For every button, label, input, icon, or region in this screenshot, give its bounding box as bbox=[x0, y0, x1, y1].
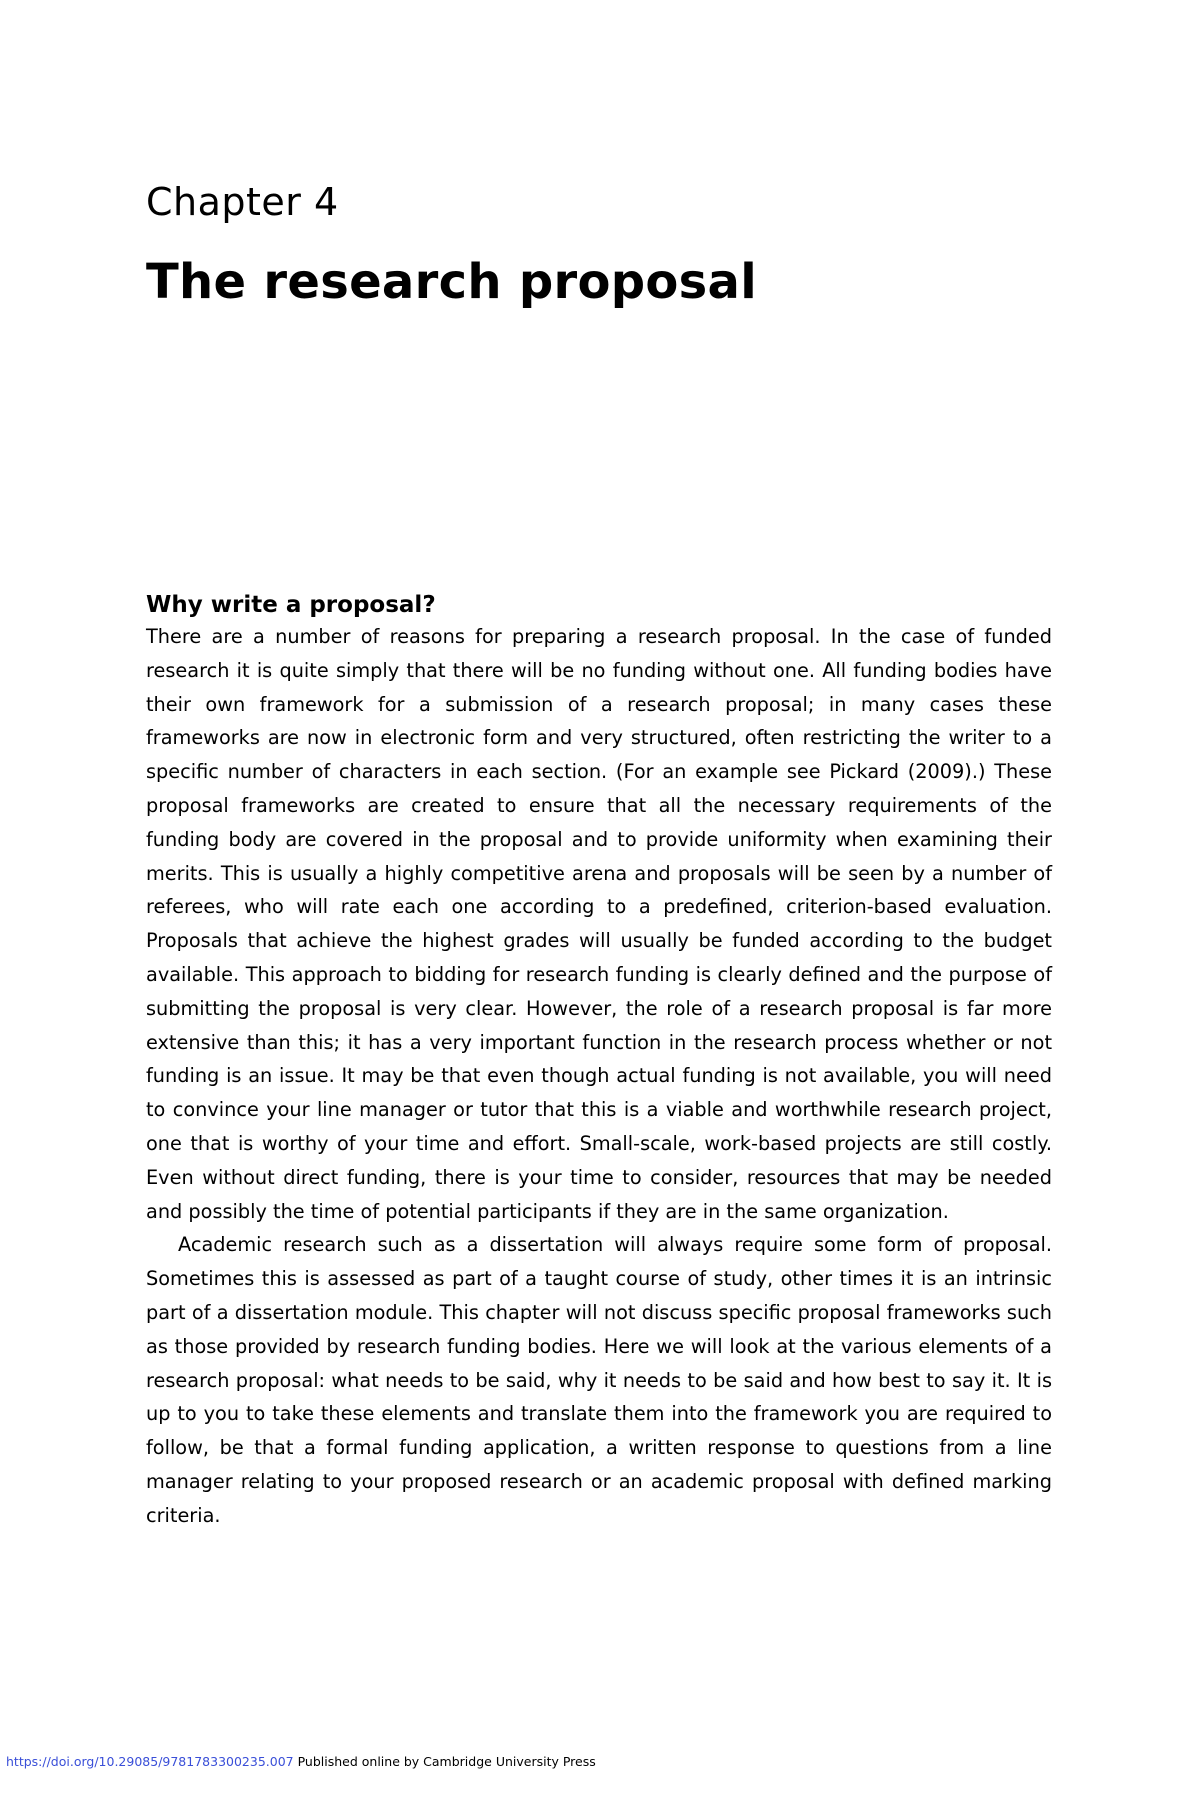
publisher-note: Published online by Cambridge University Press bbox=[297, 1754, 596, 1769]
chapter-body bbox=[146, 590, 1052, 1533]
chapter-title: The research proposal bbox=[146, 254, 757, 310]
body-paragraph: Academic research such as a dissertation will always require some form of proposal. Sometimes this is assessed as part of a taught course of study, other times it is an intrinsic part of a dissertation module. This chapter will not discuss specific proposal frameworks such as those provided by research funding bodies. Here we will look at the various elements of a research proposal: what needs to be said, why it needs to be said and how best to say it. It is up to you to take these elements and translate them into the framework you are required to follow, be that a formal funding application, a written response to questions from a line manager relating to your proposed research or an academic proposal with defined marking criteria. bbox=[146, 1233, 1052, 1527]
doi-link[interactable]: https://doi.org/10.29085/9781783300235.007 bbox=[6, 1754, 294, 1769]
chapter-number: Chapter 4 bbox=[146, 180, 339, 224]
body-paragraph: There are a number of reasons for preparing a research proposal. In the case of funded research it is quite simply that there will be no funding without one. All funding bodies have their own framework for a submission of a research proposal; in many cases these frameworks are now in electronic form and very structured, often restricting the writer to a specific number of characters in each section. (For an example see Pickard (2009).) These proposal frameworks are created to ensure that all the necessary requirements of the funding body are covered in the proposal and to provide uniformity when examining their merits. This is usually a highly competitive arena and proposals will be seen by a number of referees, who will rate each one according to a predefined, criterion-based evaluation. Proposals that achieve the highest grades will usually be funded according to the budget available. This approach to bidding for research funding is clearly defined and the purpose of submitting the proposal is very clear. However, the role of a research proposal is far more extensive than this; it has a very important function in the research process whether or not funding is an issue. It may be that even though actual funding is not available, you will need to convince your line manager or tutor that this is a viable and worthwhile research project, one that is worthy of your time and effort. Small-scale, work-based projects are still costly. Even without direct funding, there is your time to consider, resources that may be needed and possibly the time of potential participants if they are in the same organization. bbox=[146, 625, 1052, 1223]
section-heading: Why write a proposal? bbox=[146, 592, 436, 618]
page-footer bbox=[6, 1756, 596, 1769]
